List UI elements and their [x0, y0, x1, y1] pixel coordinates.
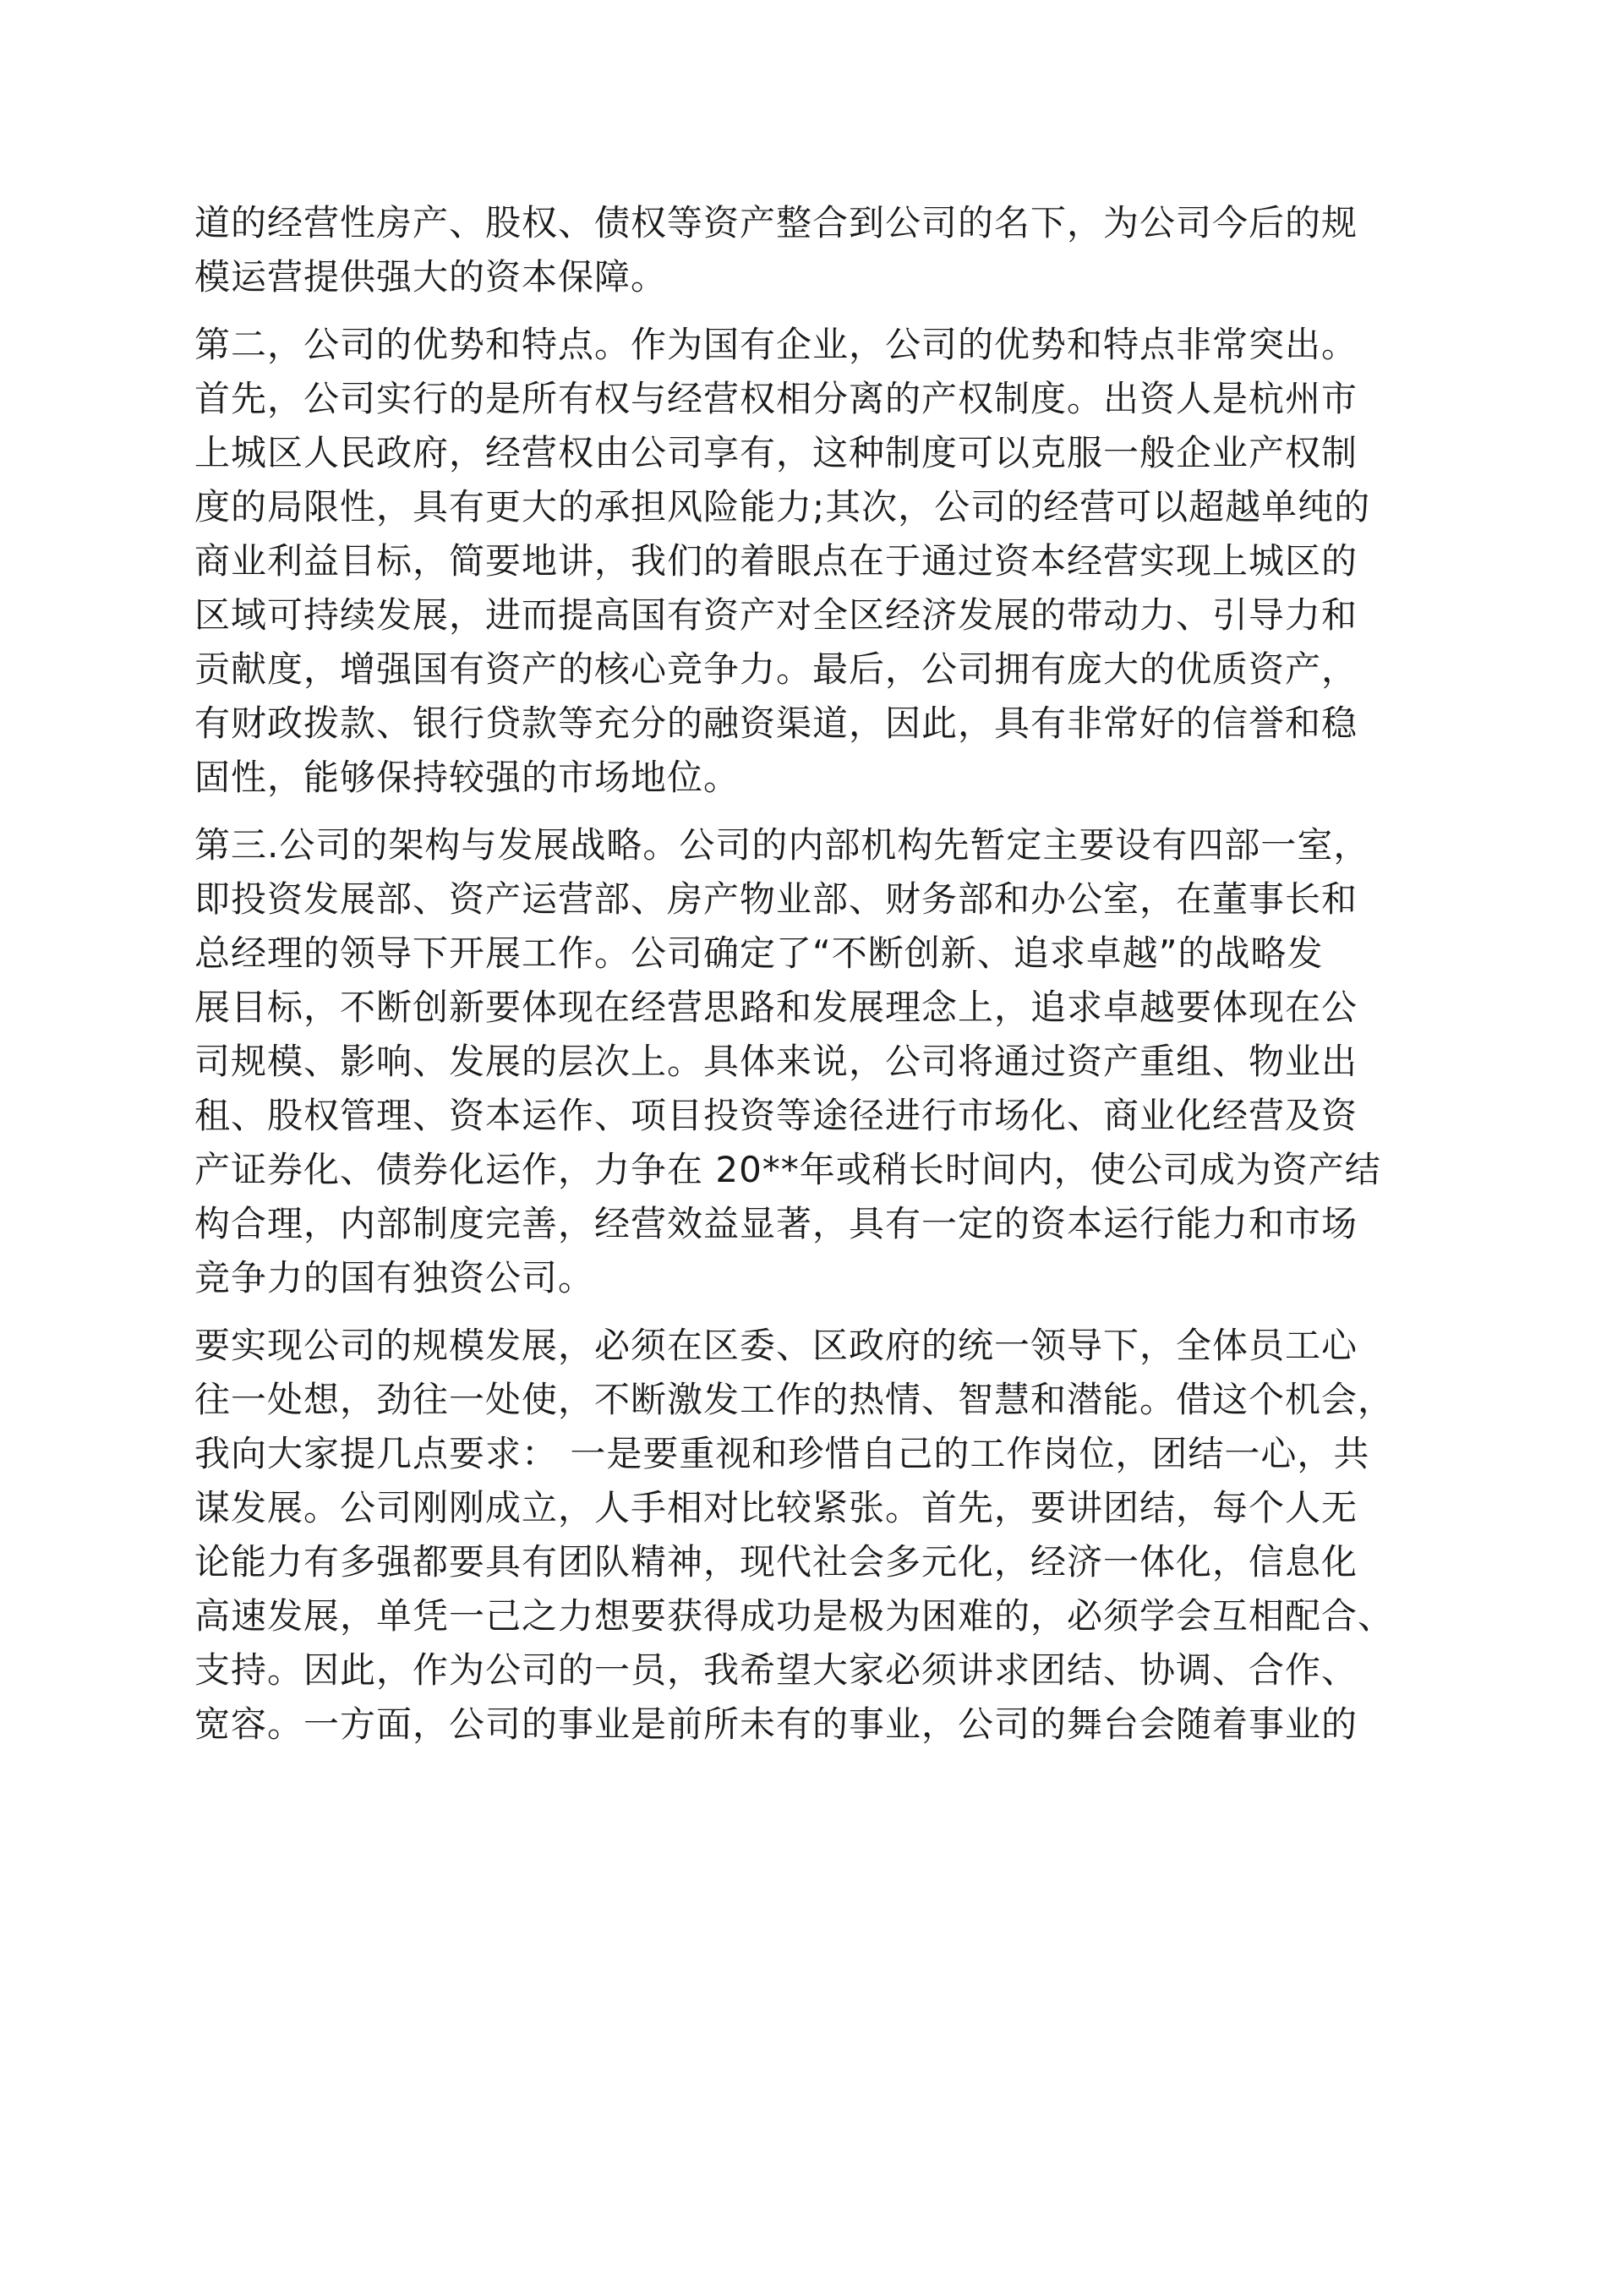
text-line: 商业利益目标，简要地讲，我们的着眼点在于通过资本经营实现上城区的: [194, 540, 1358, 582]
text-line: 固性，能够保持较强的市场地位。: [194, 757, 740, 798]
text-line: 区域可持续发展，进而提高国有资产对全区经济发展的带动力、引导力和: [194, 594, 1358, 636]
text-line: 首先，公司实行的是所有权与经营权相分离的产权制度。出资人是杭州市: [194, 378, 1358, 419]
text-line: 支持。因此，作为公司的一员，我希望大家必须讲求团结、协调、合作、: [194, 1649, 1358, 1691]
text-line: 宽容。一方面，公司的事业是前所未有的事业，公司的舞台会随着事业的: [194, 1703, 1358, 1745]
text-line: 上城区人民政府，经营权由公司享有，这种制度可以克服一般企业产权制: [194, 432, 1358, 473]
text-line: 第二，公司的优势和特点。作为国有企业，公司的优势和特点非常突出。: [194, 324, 1358, 365]
text-line: 总经理的领导下开展工作。公司确定了“不断创新、追求卓越”的战略发: [194, 932, 1324, 974]
document-body: [194, 196, 1429, 1765]
text-line: 司规模、影响、发展的层次上。具体来说，公司将通过资产重组、物业出: [194, 1041, 1358, 1082]
text-line: 要实现公司的规模发展，必须在区委、区政府的统一领导下，全体员工心: [194, 1325, 1358, 1366]
text-line: 模运营提供强大的资本保障。: [194, 256, 668, 298]
text-line: 产证券化、债券化运作，力争在 20**年或稍长时间内，使公司成为资产结: [194, 1149, 1381, 1190]
text-line: 构合理，内部制度完善，经营效益显著，具有一定的资本运行能力和市场: [194, 1203, 1358, 1244]
paragraph-1: [194, 196, 1429, 304]
paragraph-3: [194, 818, 1429, 1305]
text-line: 往一处想，劲往一处使，不断激发工作的热情、智慧和潜能。借这个机会，: [194, 1379, 1395, 1420]
paragraph-2: [194, 318, 1429, 805]
text-line: 度的局限性，具有更大的承担风险能力;其次，公司的经营可以超越单纯的: [194, 486, 1371, 528]
text-line: 贡献度，增强国有资产的核心竞争力。最后，公司拥有庞大的优质资产，: [194, 648, 1358, 690]
text-line: 有财政拨款、银行贷款等充分的融资渠道，因此，具有非常好的信誉和稳: [194, 702, 1358, 744]
text-line: 即投资发展部、资产运营部、房产物业部、财务部和办公室，在董事长和: [194, 878, 1358, 920]
text-line: 我向大家提几点要求： 一是要重视和珍惜自己的工作岗位，团结一心，共: [194, 1433, 1370, 1474]
text-line: 第三.公司的架构与发展战略。公司的内部机构先暂定主要设有四部一室，: [194, 824, 1370, 866]
text-line: 竞争力的国有独资公司。: [194, 1257, 595, 1298]
text-line: 道的经营性房产、股权、债权等资产整合到公司的名下，为公司今后的规: [194, 202, 1358, 243]
text-line: 租、股权管理、资本运作、项目投资等途径进行市场化、商业化经营及资: [194, 1095, 1358, 1136]
text-line: 论能力有多强都要具有团队精神，现代社会多元化，经济一体化，信息化: [194, 1541, 1358, 1583]
text-line: 高速发展，单凭一己之力想要获得成功是极为困难的，必须学会互相配合、: [194, 1595, 1395, 1637]
paragraph-4: [194, 1319, 1429, 1752]
text-line: 展目标，不断创新要体现在经营思路和发展理念上，追求卓越要体现在公: [194, 987, 1358, 1028]
text-line: 谋发展。公司刚刚成立，人手相对比较紧张。首先，要讲团结，每个人无: [194, 1487, 1358, 1528]
